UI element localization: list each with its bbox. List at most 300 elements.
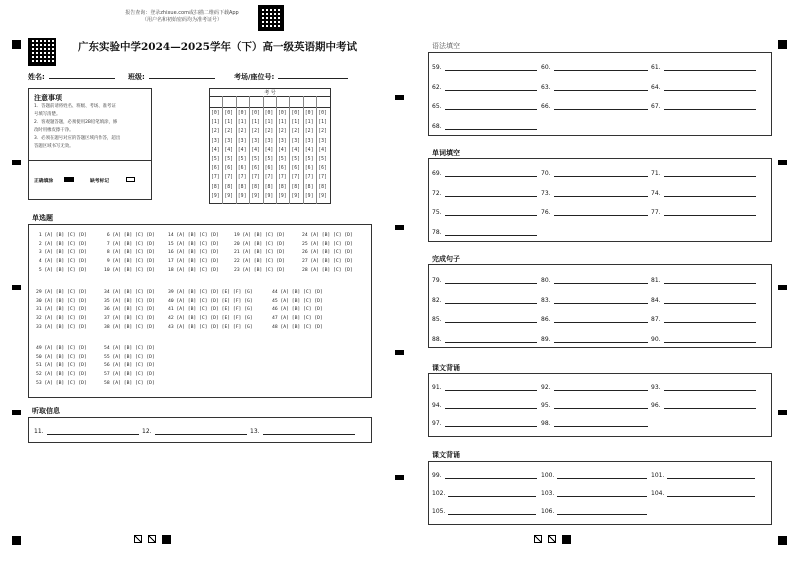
answer-line[interactable] <box>445 229 537 236</box>
page-marker <box>162 535 171 544</box>
answer-line[interactable] <box>554 336 648 343</box>
single-choice-heading: 单选题 <box>32 214 53 222</box>
exam-number-bubble[interactable]: [7] <box>304 175 314 181</box>
choice-question[interactable]: 51 [A] [B] [C] [D] <box>36 363 87 369</box>
answer-line[interactable] <box>554 190 648 197</box>
exam-number-bubble[interactable]: [2] <box>211 129 220 135</box>
answer-line[interactable] <box>664 336 756 343</box>
exam-number-bubble[interactable]: [6] <box>318 166 327 172</box>
fill-blank[interactable] <box>432 123 537 130</box>
exam-number-bubble[interactable]: [5] <box>251 157 260 162</box>
fill-blank[interactable] <box>651 170 756 177</box>
timing-mark <box>778 410 787 415</box>
exam-number-bubble[interactable]: [8] <box>237 184 247 190</box>
exam-number-bubble[interactable]: [1] <box>251 120 260 126</box>
exam-number-bubble[interactable]: [6] <box>211 166 220 172</box>
exam-number-bubble[interactable]: [9] <box>264 193 274 199</box>
blank-number: 105. <box>432 508 446 515</box>
answer-line[interactable] <box>664 316 756 323</box>
blank-number: 79. <box>432 277 442 284</box>
answer-line[interactable] <box>448 490 536 497</box>
exam-number-bubble[interactable]: [3] <box>278 138 287 144</box>
timing-mark <box>395 475 404 480</box>
fill-blank[interactable] <box>651 472 755 479</box>
exam-number-bubble[interactable]: [1] <box>318 120 327 126</box>
exam-number-bubble[interactable]: [3] <box>318 138 327 144</box>
answer-line[interactable] <box>664 209 756 216</box>
choice-question[interactable]: 20 [A] [B] [C] [D] <box>234 241 285 247</box>
fill-blank[interactable] <box>541 316 648 323</box>
correct-fill-label: 正确填涂 <box>34 179 54 184</box>
exam-number-bubble[interactable]: [2] <box>251 129 260 135</box>
exam-number-bubble[interactable]: [7] <box>251 175 260 181</box>
fill-blank[interactable] <box>651 336 756 343</box>
fill-blank[interactable] <box>541 508 647 515</box>
exam-number-bubble[interactable]: [9] <box>224 193 234 199</box>
exam-number-bubble[interactable]: [3] <box>291 138 301 144</box>
exam-number-bubble[interactable]: [8] <box>291 184 301 190</box>
fill-blank[interactable] <box>541 170 648 177</box>
exam-number-bubble[interactable]: [8] <box>264 184 274 190</box>
fill-blank[interactable] <box>432 277 537 284</box>
fill-blank[interactable] <box>432 103 537 110</box>
exam-number-bubble[interactable]: [8] <box>304 184 314 190</box>
exam-number-bubble[interactable]: [5] <box>237 157 247 162</box>
exam-number-bubble[interactable]: [0] <box>211 111 220 116</box>
exam-number-bubble[interactable]: [5] <box>224 157 234 162</box>
exam-number-bubble[interactable]: [9] <box>251 193 260 199</box>
choice-question[interactable]: 1 [A] [B] [C] [D] <box>36 233 87 238</box>
exam-number-bubble[interactable]: [5] <box>318 157 327 162</box>
choice-question[interactable]: 6 [A] [B] [C] [D] <box>104 233 155 238</box>
answer-line[interactable] <box>554 209 648 216</box>
exam-number-bubble[interactable]: [2] <box>264 129 274 135</box>
exam-number-bubble[interactable]: [6] <box>304 166 314 172</box>
fill-blank[interactable] <box>651 190 756 197</box>
timing-mark <box>395 350 404 355</box>
word-fill-heading: 单词填空 <box>432 149 460 157</box>
blank-number: 85. <box>432 316 442 323</box>
answer-line[interactable] <box>554 316 648 323</box>
exam-number-bubble[interactable]: [3] <box>224 138 234 144</box>
exam-number-bubble[interactable]: [4] <box>318 147 327 153</box>
exam-number-bubble[interactable]: [2] <box>318 129 327 135</box>
choice-question[interactable]: 5 [A] [B] [C] [D] <box>36 267 87 273</box>
fill-blank[interactable] <box>541 209 648 216</box>
answer-line[interactable] <box>445 472 537 479</box>
exam-number-bubble[interactable]: [1] <box>291 120 301 126</box>
exam-number-bubble[interactable]: [0] <box>318 111 327 116</box>
choice-question[interactable]: 39 [A] [B] [C] [D] [E] [F] [G] <box>168 290 253 295</box>
exam-number-col-divider <box>236 96 237 204</box>
exam-number-bubble[interactable]: [8] <box>318 184 327 190</box>
answer-line[interactable] <box>667 472 755 479</box>
choice-question[interactable]: 25 [A] [B] [C] [D] <box>302 241 353 247</box>
answer-line[interactable] <box>667 490 755 497</box>
exam-number-bubble[interactable]: [7] <box>291 175 301 181</box>
answer-line[interactable] <box>445 190 537 197</box>
choice-question[interactable]: 3 [A] [B] [C] [D] <box>36 250 87 256</box>
answer-line[interactable] <box>664 64 756 71</box>
choice-question[interactable]: 17 [A] [B] [C] [D] <box>168 259 219 265</box>
choice-question[interactable]: 47 [A] [B] [C] [D] <box>272 316 323 322</box>
grammar-heading: 语法填空 <box>432 42 460 50</box>
choice-question[interactable]: 35 [A] [B] [C] [D] <box>104 298 155 304</box>
choice-question[interactable]: 55 [A] [B] [C] [D] <box>104 354 155 360</box>
choice-question[interactable]: 29 [A] [B] [C] [D] <box>36 290 87 295</box>
blank-number: 77. <box>651 209 661 216</box>
blank-number: 66. <box>541 103 551 110</box>
fill-blank[interactable] <box>432 64 537 71</box>
missing-mark-box[interactable] <box>126 177 135 182</box>
exam-number-bubble[interactable]: [6] <box>291 166 301 172</box>
exam-number-bubble[interactable]: [2] <box>278 129 287 135</box>
blank-number: 70. <box>541 170 551 177</box>
exam-number-bubble[interactable]: [4] <box>224 147 234 153</box>
answer-line[interactable] <box>554 277 648 284</box>
answer-line[interactable] <box>554 402 648 409</box>
listening-item-13[interactable]: 13. <box>250 428 355 435</box>
choice-question[interactable]: 58 [A] [B] [C] [D] <box>104 380 155 386</box>
fill-blank[interactable] <box>541 84 648 91</box>
fill-blank[interactable] <box>432 297 537 304</box>
choice-question[interactable]: 45 [A] [B] [C] [D] <box>272 298 323 304</box>
fill-blank[interactable] <box>651 209 756 216</box>
exam-number-bubble[interactable]: [5] <box>211 157 220 162</box>
page-marker <box>134 535 142 543</box>
blank-number: 87. <box>651 316 661 323</box>
choice-question[interactable]: 27 [A] [B] [C] [D] <box>302 259 353 265</box>
choice-question[interactable]: 9 [A] [B] [C] [D] <box>104 259 155 265</box>
fill-blank[interactable] <box>541 402 648 409</box>
blank-number: 68. <box>432 122 442 130</box>
blank-number: 106. <box>541 508 555 515</box>
choice-question[interactable]: 54 [A] [B] [C] [D] <box>104 346 155 351</box>
page-marker <box>548 535 556 543</box>
answer-line[interactable] <box>445 384 537 391</box>
choice-question[interactable]: 36 [A] [B] [C] [D] <box>104 307 155 313</box>
exam-number-bubble[interactable]: [9] <box>237 193 247 199</box>
fill-blank[interactable] <box>651 490 755 497</box>
answer-line[interactable] <box>445 336 537 343</box>
fill-blank[interactable] <box>432 336 537 343</box>
fill-blank[interactable] <box>541 420 648 427</box>
choice-question[interactable]: 52 [A] [B] [C] [D] <box>36 372 87 378</box>
blank-number: 89. <box>541 335 551 343</box>
fill-blank[interactable] <box>651 64 756 71</box>
fill-blank[interactable] <box>541 336 648 343</box>
choice-question[interactable]: 37 [A] [B] [C] [D] <box>104 316 155 322</box>
fill-blank[interactable] <box>541 472 647 479</box>
answer-line[interactable] <box>445 297 537 304</box>
choice-question[interactable]: 32 [A] [B] [C] [D] <box>36 316 87 322</box>
choice-question[interactable]: 41 [A] [B] [C] [D] [E] [F] [G] <box>168 307 253 313</box>
choice-question[interactable]: 28 [A] [B] [C] [D] <box>302 267 353 273</box>
choice-question[interactable]: 46 [A] [B] [C] [D] <box>272 307 323 313</box>
exam-number-bubble[interactable]: [4] <box>211 147 220 153</box>
exam-title: 广东实验中学2024—2025学年（下）高一级英语期中考试 <box>78 41 357 53</box>
blank-number: 92. <box>541 384 551 391</box>
exam-number-bubble[interactable]: [1] <box>264 120 274 126</box>
report-notice: 报告查询：登录zhixue.com或扫描二维码下载App （用户名和初始密码均为准考证号） <box>125 10 239 23</box>
answer-line[interactable] <box>445 316 537 323</box>
blank-number: 76. <box>541 209 551 216</box>
choice-question[interactable]: 16 [A] [B] [C] [D] <box>168 250 219 256</box>
exam-number-bubble[interactable]: [0] <box>291 111 301 116</box>
name-field[interactable]: 姓名: <box>28 72 115 82</box>
exam-number-bubble[interactable]: [2] <box>237 129 247 135</box>
fill-blank[interactable] <box>651 84 756 91</box>
fill-blank[interactable] <box>432 508 536 515</box>
fill-blank[interactable] <box>432 472 537 479</box>
exam-number-bubble[interactable]: [4] <box>251 147 260 153</box>
exam-number-bubble[interactable]: [6] <box>251 166 260 172</box>
exam-number-bubble[interactable]: [3] <box>304 138 314 144</box>
answer-line[interactable] <box>664 277 756 284</box>
blank-number: 60. <box>541 64 551 71</box>
exam-number-bubble[interactable]: [2] <box>291 129 301 135</box>
exam-number-bubble[interactable]: [3] <box>264 138 274 144</box>
blank-number: 103. <box>541 490 555 497</box>
fill-blank[interactable] <box>541 103 648 110</box>
fill-blank[interactable] <box>432 209 537 216</box>
blank-number: 74. <box>651 189 661 197</box>
exam-number-bubble[interactable]: [2] <box>304 129 314 135</box>
exam-number-bubble[interactable]: [7] <box>211 175 220 181</box>
exam-number-bubble[interactable]: [0] <box>224 111 234 116</box>
exam-number-bubble[interactable]: [5] <box>278 157 287 162</box>
choice-question[interactable]: 2 [A] [B] [C] [D] <box>36 241 87 247</box>
timing-mark <box>12 410 21 415</box>
exam-number-bubble[interactable]: [0] <box>304 111 314 116</box>
fill-blank[interactable] <box>651 277 756 284</box>
exam-number-bubble[interactable]: [1] <box>211 120 220 126</box>
answer-line[interactable] <box>554 297 648 304</box>
answer-line[interactable] <box>445 277 537 284</box>
blank-number: 82. <box>432 296 442 304</box>
choice-question[interactable]: 48 [A] [B] [C] [D] <box>272 324 323 330</box>
exam-number-bubble[interactable]: [1] <box>224 120 234 126</box>
answer-line[interactable] <box>554 420 648 427</box>
exam-number-bubble[interactable]: [9] <box>291 193 301 199</box>
choice-question[interactable]: 24 [A] [B] [C] [D] <box>302 233 353 238</box>
answer-line[interactable] <box>445 64 537 71</box>
exam-number-bubble[interactable]: [0] <box>278 111 287 116</box>
listening-heading: 听取信息 <box>32 407 60 415</box>
blank-number: 97. <box>432 420 442 427</box>
choice-question[interactable]: 38 [A] [B] [C] [D] <box>104 324 155 330</box>
choice-question[interactable]: 19 [A] [B] [C] [D] <box>234 233 285 238</box>
choice-question[interactable]: 40 [A] [B] [C] [D] [E] [F] [G] <box>168 298 253 304</box>
choice-question[interactable]: 18 [A] [B] [C] [D] <box>168 267 219 273</box>
fill-blank[interactable] <box>432 190 537 197</box>
exam-number-bubble[interactable]: [0] <box>264 111 274 116</box>
answer-line[interactable] <box>554 103 648 110</box>
answer-line[interactable] <box>445 209 537 216</box>
choice-question[interactable]: 14 [A] [B] [C] [D] <box>168 233 219 238</box>
choice-question[interactable]: 34 [A] [B] [C] [D] <box>104 290 155 295</box>
answer-line[interactable] <box>664 103 756 110</box>
answer-line[interactable] <box>445 420 537 427</box>
exam-number-bubble[interactable]: [7] <box>278 175 287 181</box>
choice-question[interactable]: 31 [A] [B] [C] [D] <box>36 307 87 313</box>
choice-question[interactable]: 30 [A] [B] [C] [D] <box>36 298 87 304</box>
choice-question[interactable]: 56 [A] [B] [C] [D] <box>104 363 155 369</box>
fill-blank[interactable] <box>541 277 648 284</box>
exam-number-bubble[interactable]: [7] <box>318 175 327 181</box>
fill-blank[interactable] <box>541 297 648 304</box>
fill-blank[interactable] <box>432 316 537 323</box>
exam-number-bubble[interactable]: [5] <box>264 157 274 162</box>
choice-question[interactable]: 21 [A] [B] [C] [D] <box>234 250 285 256</box>
answer-line[interactable] <box>664 84 756 91</box>
fill-blank[interactable] <box>651 402 756 409</box>
fill-blank[interactable] <box>651 384 756 391</box>
answer-line[interactable] <box>554 64 648 71</box>
answer-line[interactable] <box>557 490 647 497</box>
exam-number-bubble[interactable]: [6] <box>237 166 247 172</box>
choice-question[interactable]: 53 [A] [B] [C] [D] <box>36 380 87 386</box>
answer-line[interactable] <box>557 508 647 515</box>
exam-number-col-divider <box>316 96 317 204</box>
exam-number-bubble[interactable]: [1] <box>304 120 314 126</box>
answer-line[interactable] <box>664 402 756 409</box>
answer-line[interactable] <box>445 123 537 130</box>
blank-number: 91. <box>432 384 442 391</box>
exam-number-bubble[interactable]: [2] <box>224 129 234 135</box>
page-marker <box>148 535 156 543</box>
exam-number-col-divider <box>249 96 250 204</box>
exam-number-bubble[interactable]: [4] <box>304 147 314 153</box>
exam-number-bubble[interactable]: [9] <box>304 193 314 199</box>
timing-mark <box>395 225 404 230</box>
choice-question[interactable]: 57 [A] [B] [C] [D] <box>104 372 155 378</box>
blank-number: 101. <box>651 472 665 479</box>
listening-item-11[interactable]: 11. <box>34 428 139 435</box>
exam-number-bubble[interactable]: [0] <box>237 111 247 116</box>
exam-number-bubble[interactable]: [8] <box>251 184 260 190</box>
corner-mark <box>12 40 21 49</box>
exam-number-bubble[interactable]: [8] <box>224 184 234 190</box>
answer-line[interactable] <box>664 297 756 304</box>
choice-question[interactable]: 49 [A] [B] [C] [D] <box>36 346 87 351</box>
answer-line[interactable] <box>445 170 537 177</box>
exam-number-bubble[interactable]: [5] <box>304 157 314 162</box>
fill-blank[interactable] <box>651 297 756 304</box>
exam-number-bubble[interactable]: [4] <box>237 147 247 153</box>
timing-mark <box>395 95 404 100</box>
fill-blank[interactable] <box>541 64 648 71</box>
notes-heading: 注意事项 <box>34 94 62 102</box>
exam-number-bubble[interactable]: [4] <box>264 147 274 153</box>
blank-number: 86. <box>541 316 551 323</box>
choice-question[interactable]: 50 [A] [B] [C] [D] <box>36 354 87 360</box>
answer-line[interactable] <box>664 384 756 391</box>
exam-number-bubble[interactable]: [3] <box>251 138 260 144</box>
fill-blank[interactable] <box>651 316 756 323</box>
fill-blank[interactable] <box>432 170 537 177</box>
answer-line[interactable] <box>445 402 537 409</box>
answer-line[interactable] <box>554 384 648 391</box>
recite2-heading: 课文背诵 <box>432 451 460 459</box>
exam-number-bubble[interactable]: [6] <box>264 166 274 172</box>
choice-question[interactable]: 42 [A] [B] [C] [D] [E] [F] [G] <box>168 316 253 322</box>
blank-number: 71. <box>651 170 661 177</box>
fill-blank[interactable] <box>541 490 647 497</box>
fill-blank[interactable] <box>432 490 536 497</box>
choice-question[interactable]: 4 [A] [B] [C] [D] <box>36 259 87 265</box>
answer-line[interactable] <box>557 472 647 479</box>
exam-number-bubble[interactable]: [8] <box>211 184 220 190</box>
answer-line[interactable] <box>448 508 536 515</box>
exam-number-bubble[interactable]: [3] <box>211 138 220 144</box>
answer-line[interactable] <box>664 170 756 177</box>
exam-number-bubble[interactable]: [9] <box>211 193 220 199</box>
fill-blank[interactable] <box>432 384 537 391</box>
app-qr-code <box>258 5 284 31</box>
exam-number-bubble[interactable]: [4] <box>278 147 287 153</box>
fill-blank[interactable] <box>432 402 537 409</box>
exam-number-bubble[interactable]: [8] <box>278 184 287 190</box>
exam-number-bubble[interactable]: [1] <box>237 120 247 126</box>
choice-question[interactable]: 43 [A] [B] [C] [D] [E] [F] [G] <box>168 324 253 330</box>
choice-question[interactable]: 22 [A] [B] [C] [D] <box>234 259 285 265</box>
fill-blank[interactable] <box>432 420 537 427</box>
choice-question[interactable]: 10 [A] [B] [C] [D] <box>104 267 155 273</box>
exam-number-col-divider <box>222 96 223 204</box>
blank-number: 67. <box>651 103 661 110</box>
exam-number-bubble[interactable]: [5] <box>291 157 301 162</box>
exam-number-bubble[interactable]: [7] <box>264 175 274 181</box>
room-seat-field[interactable]: 考场/座位号: <box>234 72 348 82</box>
choice-question[interactable]: 23 [A] [B] [C] [D] <box>234 267 285 273</box>
exam-number-bubble[interactable]: [6] <box>224 166 234 172</box>
fill-blank[interactable] <box>541 384 648 391</box>
exam-number-bubble[interactable]: [9] <box>318 193 327 199</box>
exam-number-col-divider <box>263 96 264 204</box>
choice-question[interactable]: 44 [A] [B] [C] [D] <box>272 290 323 295</box>
blank-number: 75. <box>432 209 442 216</box>
listening-item-12[interactable]: 12. <box>142 428 247 435</box>
sentences-heading: 完成句子 <box>432 255 460 263</box>
exam-number-bubble[interactable]: [7] <box>237 175 247 181</box>
blank-number: 90. <box>651 335 661 343</box>
answer-line[interactable] <box>554 84 648 91</box>
choice-question[interactable]: 8 [A] [B] [C] [D] <box>104 250 155 256</box>
blank-number: 95. <box>541 402 551 409</box>
exam-number-bubble[interactable]: [3] <box>237 138 247 144</box>
exam-number-bubble[interactable]: [7] <box>224 175 234 181</box>
choice-question[interactable]: 26 [A] [B] [C] [D] <box>302 250 353 256</box>
exam-number-bubble[interactable]: [1] <box>278 120 287 126</box>
choice-question[interactable]: 7 [A] [B] [C] [D] <box>104 241 155 247</box>
fill-blank[interactable] <box>432 84 537 91</box>
answer-line[interactable] <box>664 190 756 197</box>
answer-line[interactable] <box>554 170 648 177</box>
fill-blank[interactable] <box>651 103 756 110</box>
exam-number-bubble[interactable]: [6] <box>278 166 287 172</box>
answer-line[interactable] <box>445 84 537 91</box>
fill-blank[interactable] <box>432 229 537 236</box>
exam-number-bubble[interactable]: [9] <box>278 193 287 199</box>
fill-blank[interactable] <box>541 190 648 197</box>
choice-question[interactable]: 33 [A] [B] [C] [D] <box>36 324 87 330</box>
choice-question[interactable]: 15 [A] [B] [C] [D] <box>168 241 219 247</box>
exam-number-bubble[interactable]: [0] <box>251 111 260 116</box>
exam-number-bubble[interactable]: [4] <box>291 147 301 153</box>
class-field[interactable]: 班级: <box>128 72 215 82</box>
answer-line[interactable] <box>445 103 537 110</box>
